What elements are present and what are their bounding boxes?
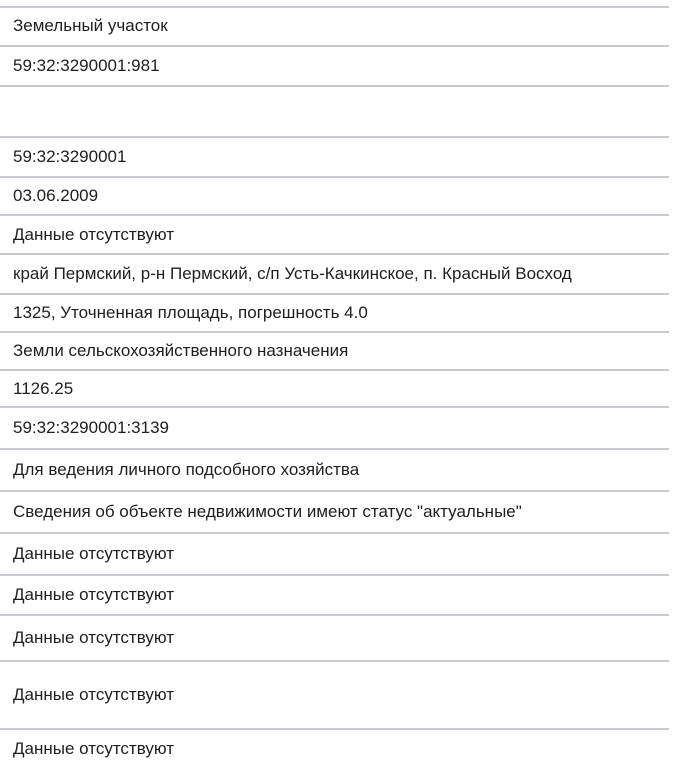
list-item: Данные отсутствуют	[13, 224, 175, 244]
list-item: 03.06.2009	[13, 186, 99, 205]
list-item: 1126.25	[13, 378, 74, 398]
list-item: Данные отсутствуют	[13, 738, 175, 758]
list-item: Земельный участок	[13, 16, 168, 35]
list-item: Сведения об объекте недвижимости имеют статус "актуальные"	[13, 502, 522, 521]
list-item: край Пермский, р-н Пермский, с/п Усть-Качкинское, п. Красный Восход	[13, 264, 572, 283]
list-item: 59:32:3290001:3139	[13, 418, 169, 437]
list-item: 59:32:3290001:981	[13, 56, 160, 75]
list-item: Для ведения личного подсобного хозяйства	[13, 460, 360, 479]
list-item	[0, 87, 669, 136]
list-item: Данные отсутствуют	[13, 585, 175, 604]
list-item: 59:32:3290001	[13, 147, 127, 166]
list-item: Данные отсутствуют	[13, 544, 175, 563]
list-item: 1325, Уточненная площадь, погрешность 4.0	[13, 303, 368, 322]
list-item: Данные отсутствуют	[13, 628, 175, 647]
list-item: Данные отсутствуют	[13, 685, 175, 704]
list-item: Земли сельскохозяйственного назначения	[13, 341, 349, 360]
